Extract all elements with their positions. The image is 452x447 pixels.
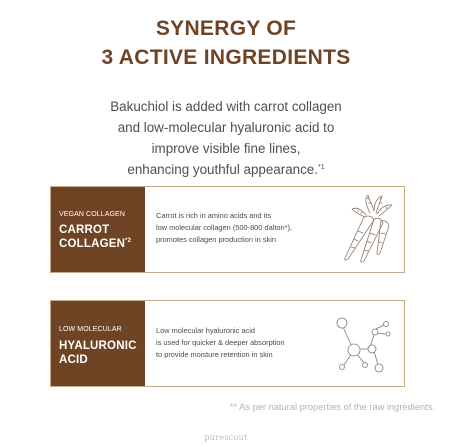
ingredient-description-line: promotes collagen production in skin [156,235,276,244]
intro-line-3: improve visible fine lines, [151,141,301,156]
intro-line-4-text: enhancing youthful appearance. [127,162,318,177]
ingredient-name-line-2: ACID [59,354,88,366]
intro-line-4 [0,159,452,180]
ingredient-description-line: Low molecular hyaluronic acid [156,326,256,335]
ingredient-name [59,223,131,251]
ingredient-category: LOW MOLECULAR [59,326,122,333]
ingredient-description-line: to provide moisture retention in skin [156,350,273,359]
intro-line-2: and low-molecular hyaluronic acid to [117,120,335,135]
ingredient-name [59,339,137,367]
ingredient-card-carrot-collagen [50,186,405,273]
ingredient-name-line-1: CARROT [59,224,110,236]
footnote: ** As per natural properties of the raw ingredients. [229,402,435,412]
carrot-illustration-icon [334,193,396,265]
intro-footnote-mark: *1 [317,164,325,171]
brand-logo: purescout [204,433,248,442]
ingredient-description-line: Carrot is rich in amino acids and its [156,211,272,220]
ingredient-description-line: low molecular collagen (500-800 dalton*), [156,223,292,232]
ingredient-label-box [51,301,145,386]
ingredient-name-line-2 [59,237,131,251]
ingredient-description-line: is used for quicker & deeper absorption [156,338,285,347]
ingredient-name-line-2-text: COLLAGEN [59,238,126,250]
title-line-1: SYNERGY OF [155,17,297,40]
ingredient-description [156,210,292,246]
ingredient-description [156,325,285,361]
ingredient-category: VEGAN COLLAGEN [59,211,125,218]
intro-paragraph [0,96,452,180]
intro-line-1: Bakuchiol is added with carrot collagen [110,99,342,114]
ingredient-card-hyaluronic-acid [50,300,405,387]
molecule-illustration-icon [330,307,396,381]
title-line-2: 3 ACTIVE INGREDIENTS [101,46,351,69]
ingredient-footnote-mark: *2 [125,238,132,244]
ingredient-label-box [51,187,145,272]
ingredient-name-line-1: HYALURONIC [59,340,137,352]
section-title [0,14,452,72]
